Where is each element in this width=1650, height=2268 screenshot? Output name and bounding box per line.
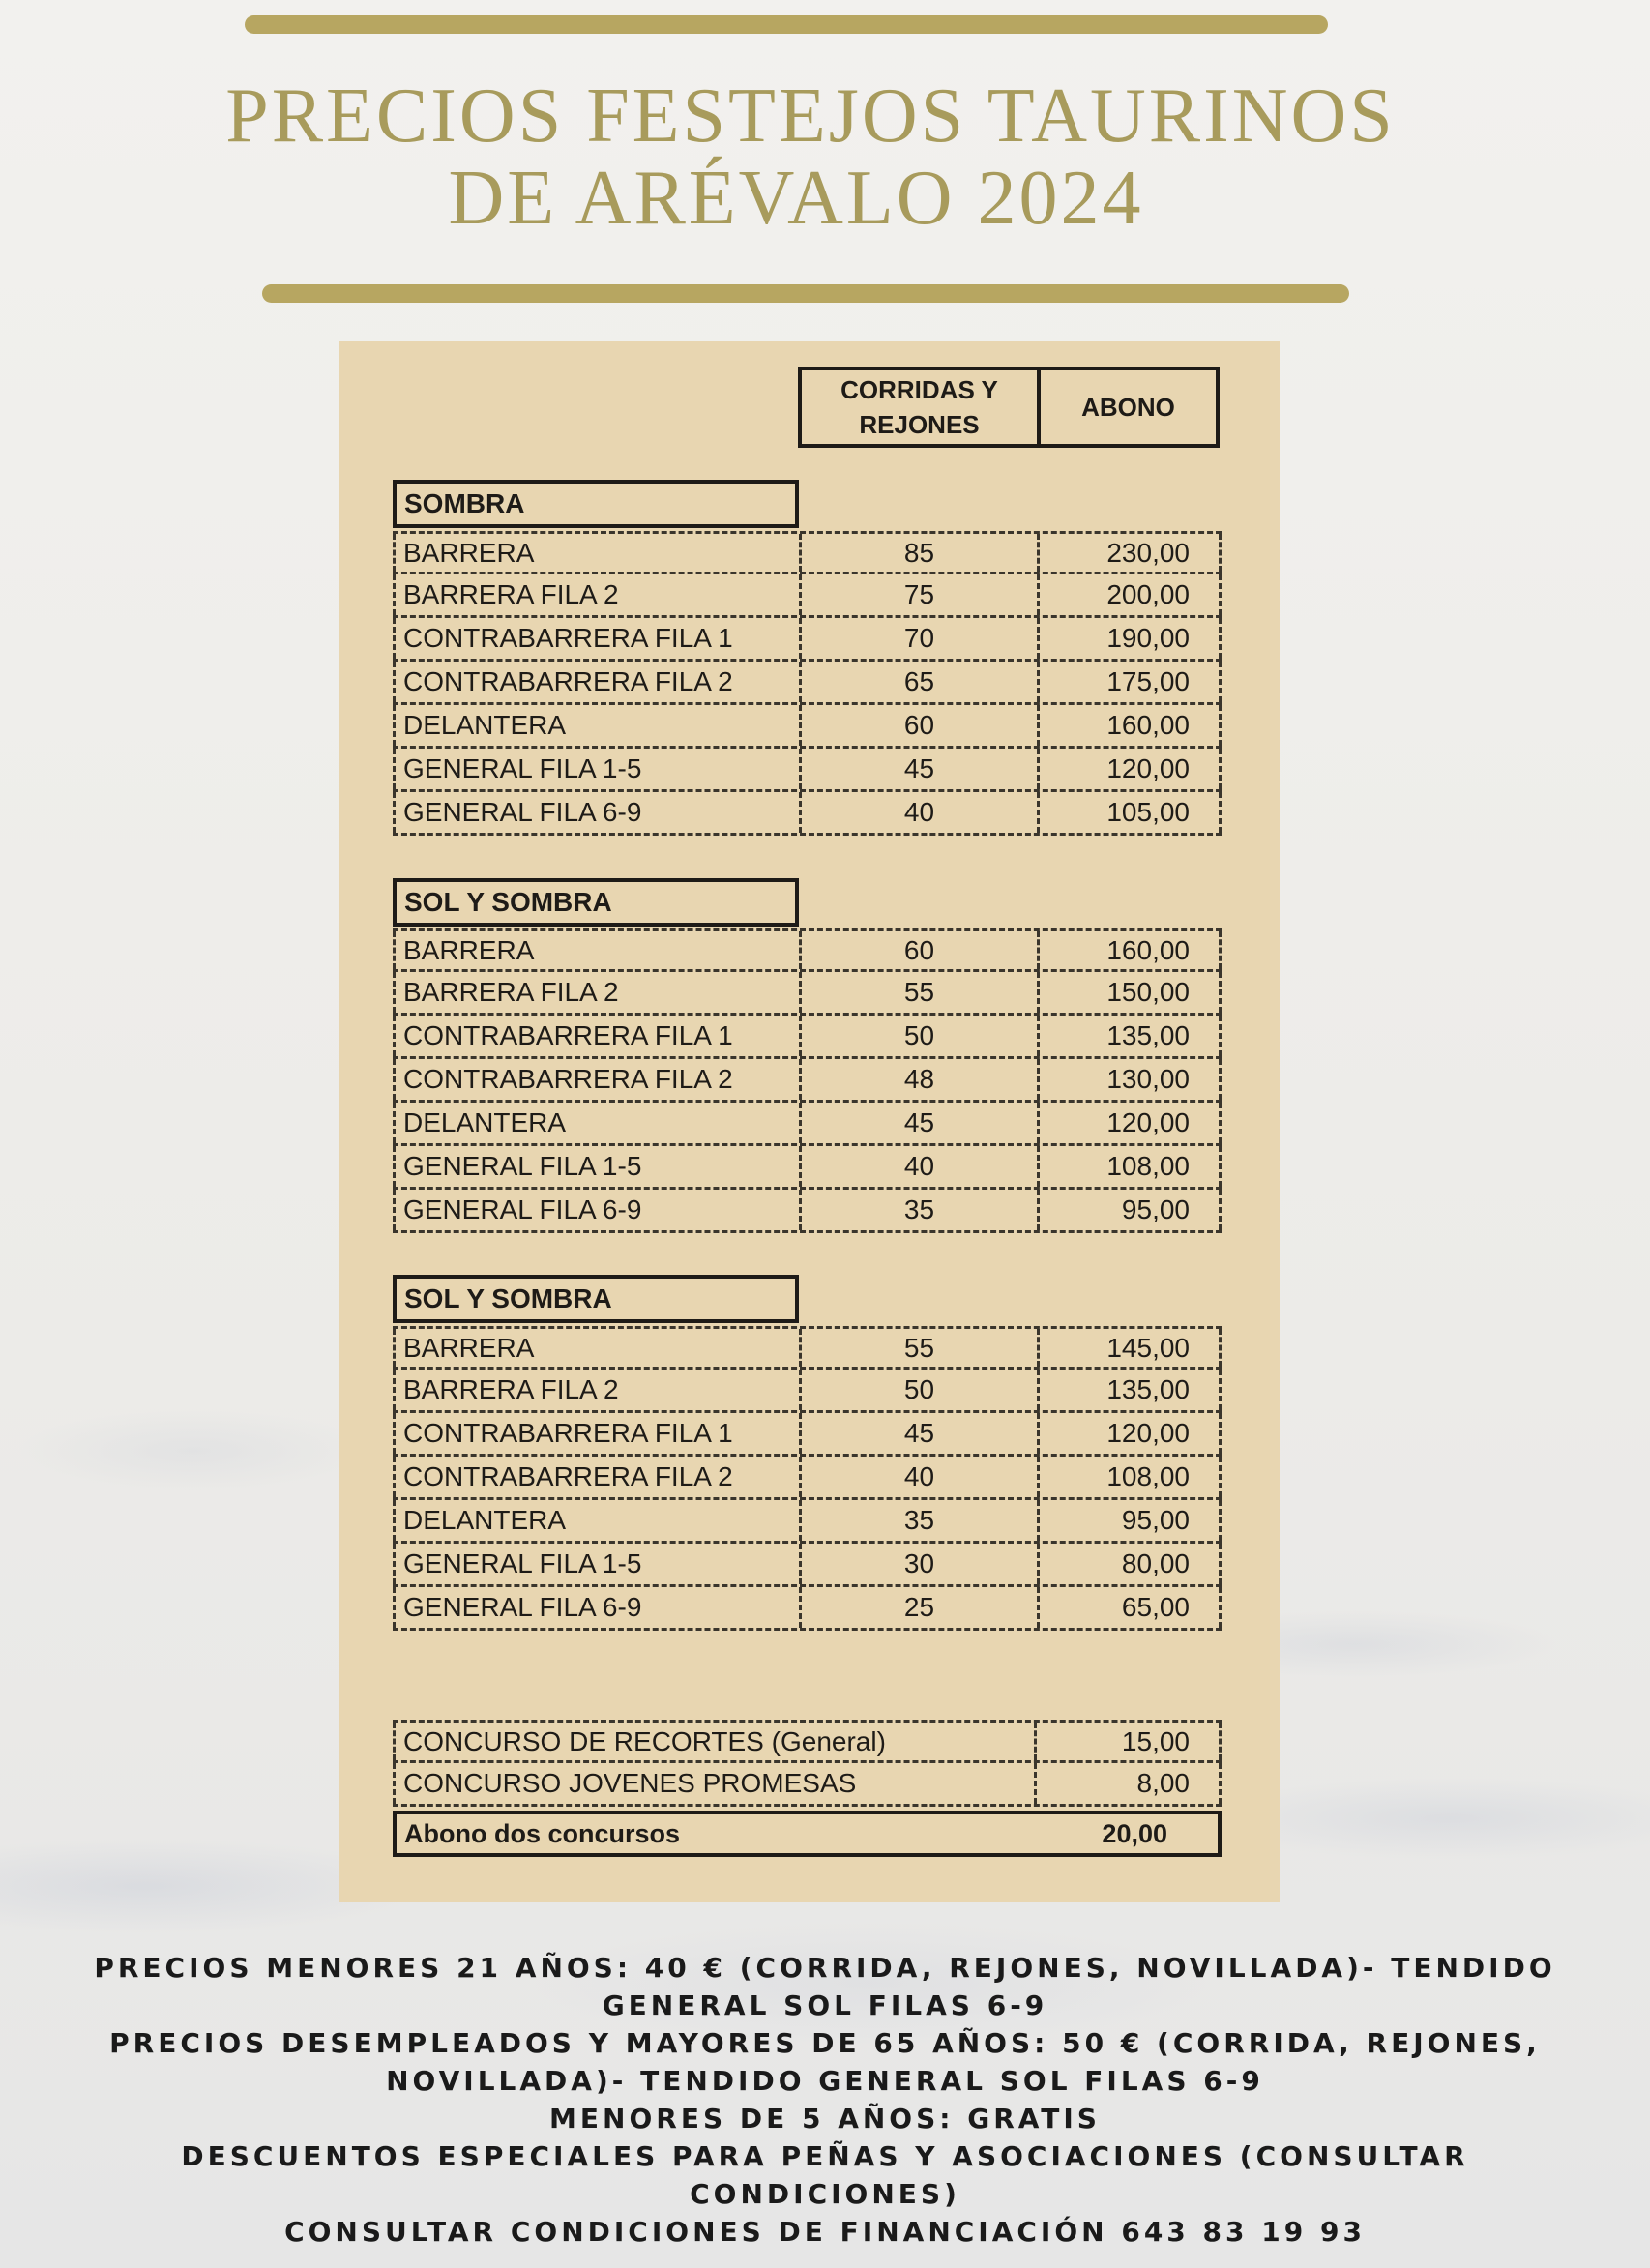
row-corridas: 35 (799, 1190, 1037, 1230)
row-corridas: 65 (799, 662, 1037, 702)
row-corridas: 85 (799, 534, 1037, 572)
abono-dos-concursos-row (393, 1811, 1222, 1857)
row-abono: 15,00 (1034, 1723, 1222, 1760)
row-abono: 8,00 (1034, 1763, 1222, 1804)
row-corridas: 25 (799, 1587, 1037, 1628)
row-name: CONTRABARRERA FILA 2 (393, 1457, 799, 1497)
table-row (393, 1720, 1222, 1763)
top-gold-divider (245, 15, 1328, 34)
row-abono: 200,00 (1037, 574, 1222, 615)
table-row (393, 1370, 1222, 1413)
row-corridas: 30 (799, 1544, 1037, 1584)
table-row (393, 1146, 1222, 1190)
concurso-table (393, 1720, 1222, 1857)
row-name: CONTRABARRERA FILA 1 (393, 1413, 799, 1454)
row-abono: 160,00 (1037, 705, 1222, 746)
table-row (393, 1500, 1222, 1544)
row-name: GENERAL FILA 1-5 (393, 1146, 799, 1187)
section-label-sol-y-sombra-1: SOL Y SOMBRA (393, 878, 799, 927)
page-title-line-2: DE ARÉVALO 2024 (448, 156, 1144, 241)
row-abono: 105,00 (1037, 792, 1222, 833)
row-name: CONTRABARRERA FILA 2 (393, 662, 799, 702)
row-corridas: 55 (799, 972, 1037, 1013)
row-abono: 150,00 (1037, 972, 1222, 1013)
table-row (393, 574, 1222, 618)
note-line: NOVILLADA)- TENDIDO GENERAL SOL FILAS 6-9 (386, 2065, 1264, 2097)
table-row (393, 792, 1222, 836)
row-corridas: 60 (799, 931, 1037, 969)
table-row (393, 705, 1222, 749)
column-header-corridas: CORRIDAS Y REJONES (802, 370, 1041, 444)
row-name: GENERAL FILA 1-5 (393, 1544, 799, 1584)
row-abono: 80,00 (1037, 1544, 1222, 1584)
row-abono: 120,00 (1037, 749, 1222, 789)
row-name: GENERAL FILA 6-9 (393, 1190, 799, 1230)
row-name: BARRERA FILA 2 (393, 574, 799, 615)
row-name: BARRERA (393, 931, 799, 969)
row-name: BARRERA FILA 2 (393, 1370, 799, 1410)
row-corridas: 45 (799, 1103, 1037, 1143)
row-abono: 108,00 (1037, 1146, 1222, 1187)
table-header (798, 367, 1220, 448)
row-name: Abono dos concursos (404, 1818, 681, 1848)
row-corridas: 45 (799, 1413, 1037, 1454)
row-name: CONCURSO DE RECORTES (General) (393, 1723, 1034, 1760)
note-line: MENORES DE 5 AÑOS: GRATIS (549, 2103, 1101, 2135)
row-abono: 175,00 (1037, 662, 1222, 702)
row-abono: 108,00 (1037, 1457, 1222, 1497)
table-row (393, 1326, 1222, 1370)
row-name: BARRERA FILA 2 (393, 972, 799, 1013)
note-line: CONSULTAR CONDICIONES DE FINANCIACIÓN 643 83 19 93 (284, 2216, 1366, 2248)
section-rows-sol-y-sombra-1 (393, 928, 1222, 1233)
table-row (393, 928, 1222, 972)
table-row (393, 1413, 1222, 1457)
price-notes (58, 1949, 1592, 2251)
row-name: BARRERA (393, 534, 799, 572)
row-corridas: 60 (799, 705, 1037, 746)
row-name: CONTRABARRERA FILA 1 (393, 618, 799, 659)
row-corridas: 75 (799, 574, 1037, 615)
page-title-line-1: PRECIOS FESTEJOS TAURINOS (225, 74, 1396, 159)
row-name: BARRERA (393, 1329, 799, 1367)
note-line: DESCUENTOS ESPECIALES PARA PEÑAS Y ASOCIACIONES (CONSULTAR (181, 2140, 1469, 2172)
row-abono: 120,00 (1037, 1413, 1222, 1454)
note-line: CONDICIONES) (690, 2178, 960, 2210)
section-rows-sol-y-sombra-2 (393, 1326, 1222, 1631)
row-name: GENERAL FILA 6-9 (393, 792, 799, 833)
table-row (393, 1544, 1222, 1587)
row-abono: 95,00 (1037, 1500, 1222, 1541)
row-abono: 230,00 (1037, 534, 1222, 572)
table-row (393, 1016, 1222, 1059)
table-row (393, 1190, 1222, 1233)
table-row (393, 662, 1222, 705)
table-row (393, 972, 1222, 1016)
row-name: GENERAL FILA 6-9 (393, 1587, 799, 1628)
row-corridas: 50 (799, 1370, 1037, 1410)
row-abono: 145,00 (1037, 1329, 1222, 1367)
row-corridas: 70 (799, 618, 1037, 659)
row-abono: 130,00 (1037, 1059, 1222, 1100)
row-name: DELANTERA (393, 1103, 799, 1143)
row-abono: 135,00 (1037, 1016, 1222, 1056)
row-name: DELANTERA (393, 705, 799, 746)
table-row (393, 1103, 1222, 1146)
row-corridas: 40 (799, 1146, 1037, 1187)
note-line: PRECIOS MENORES 21 AÑOS: 40 € (CORRIDA, REJONES, NOVILLADA)- TENDIDO (94, 1952, 1556, 1984)
table-row (393, 1059, 1222, 1103)
row-corridas: 55 (799, 1329, 1037, 1367)
row-abono: 20,00 (1102, 1818, 1167, 1848)
table-row (393, 1457, 1222, 1500)
table-row (393, 531, 1222, 574)
row-abono: 160,00 (1037, 931, 1222, 969)
row-corridas: 45 (799, 749, 1037, 789)
row-corridas: 48 (799, 1059, 1037, 1100)
row-abono: 95,00 (1037, 1190, 1222, 1230)
table-row (393, 1763, 1222, 1807)
section-label-sombra: SOMBRA (393, 480, 799, 528)
column-header-abono: ABONO (1081, 393, 1175, 422)
row-name: DELANTERA (393, 1500, 799, 1541)
price-table-panel (339, 341, 1280, 1902)
row-name: GENERAL FILA 1-5 (393, 749, 799, 789)
row-abono: 135,00 (1037, 1370, 1222, 1410)
bottom-gold-divider (262, 284, 1349, 303)
row-corridas: 35 (799, 1500, 1037, 1541)
note-line: GENERAL SOL FILAS 6-9 (602, 1989, 1048, 2021)
table-row (393, 1587, 1222, 1631)
note-line: PRECIOS DESEMPLEADOS Y MAYORES DE 65 AÑOS: 50 € (CORRIDA, REJONES, (109, 2027, 1541, 2059)
row-abono: 65,00 (1037, 1587, 1222, 1628)
row-corridas: 40 (799, 1457, 1037, 1497)
row-name: CONTRABARRERA FILA 1 (393, 1016, 799, 1056)
row-corridas: 40 (799, 792, 1037, 833)
section-rows-sombra (393, 531, 1222, 836)
row-corridas: 50 (799, 1016, 1037, 1056)
row-abono: 120,00 (1037, 1103, 1222, 1143)
table-row (393, 749, 1222, 792)
row-abono: 190,00 (1037, 618, 1222, 659)
table-row (393, 618, 1222, 662)
section-label-sol-y-sombra-2: SOL Y SOMBRA (393, 1275, 799, 1323)
row-name: CONTRABARRERA FILA 2 (393, 1059, 799, 1100)
row-name: CONCURSO JOVENES PROMESAS (393, 1763, 1034, 1804)
